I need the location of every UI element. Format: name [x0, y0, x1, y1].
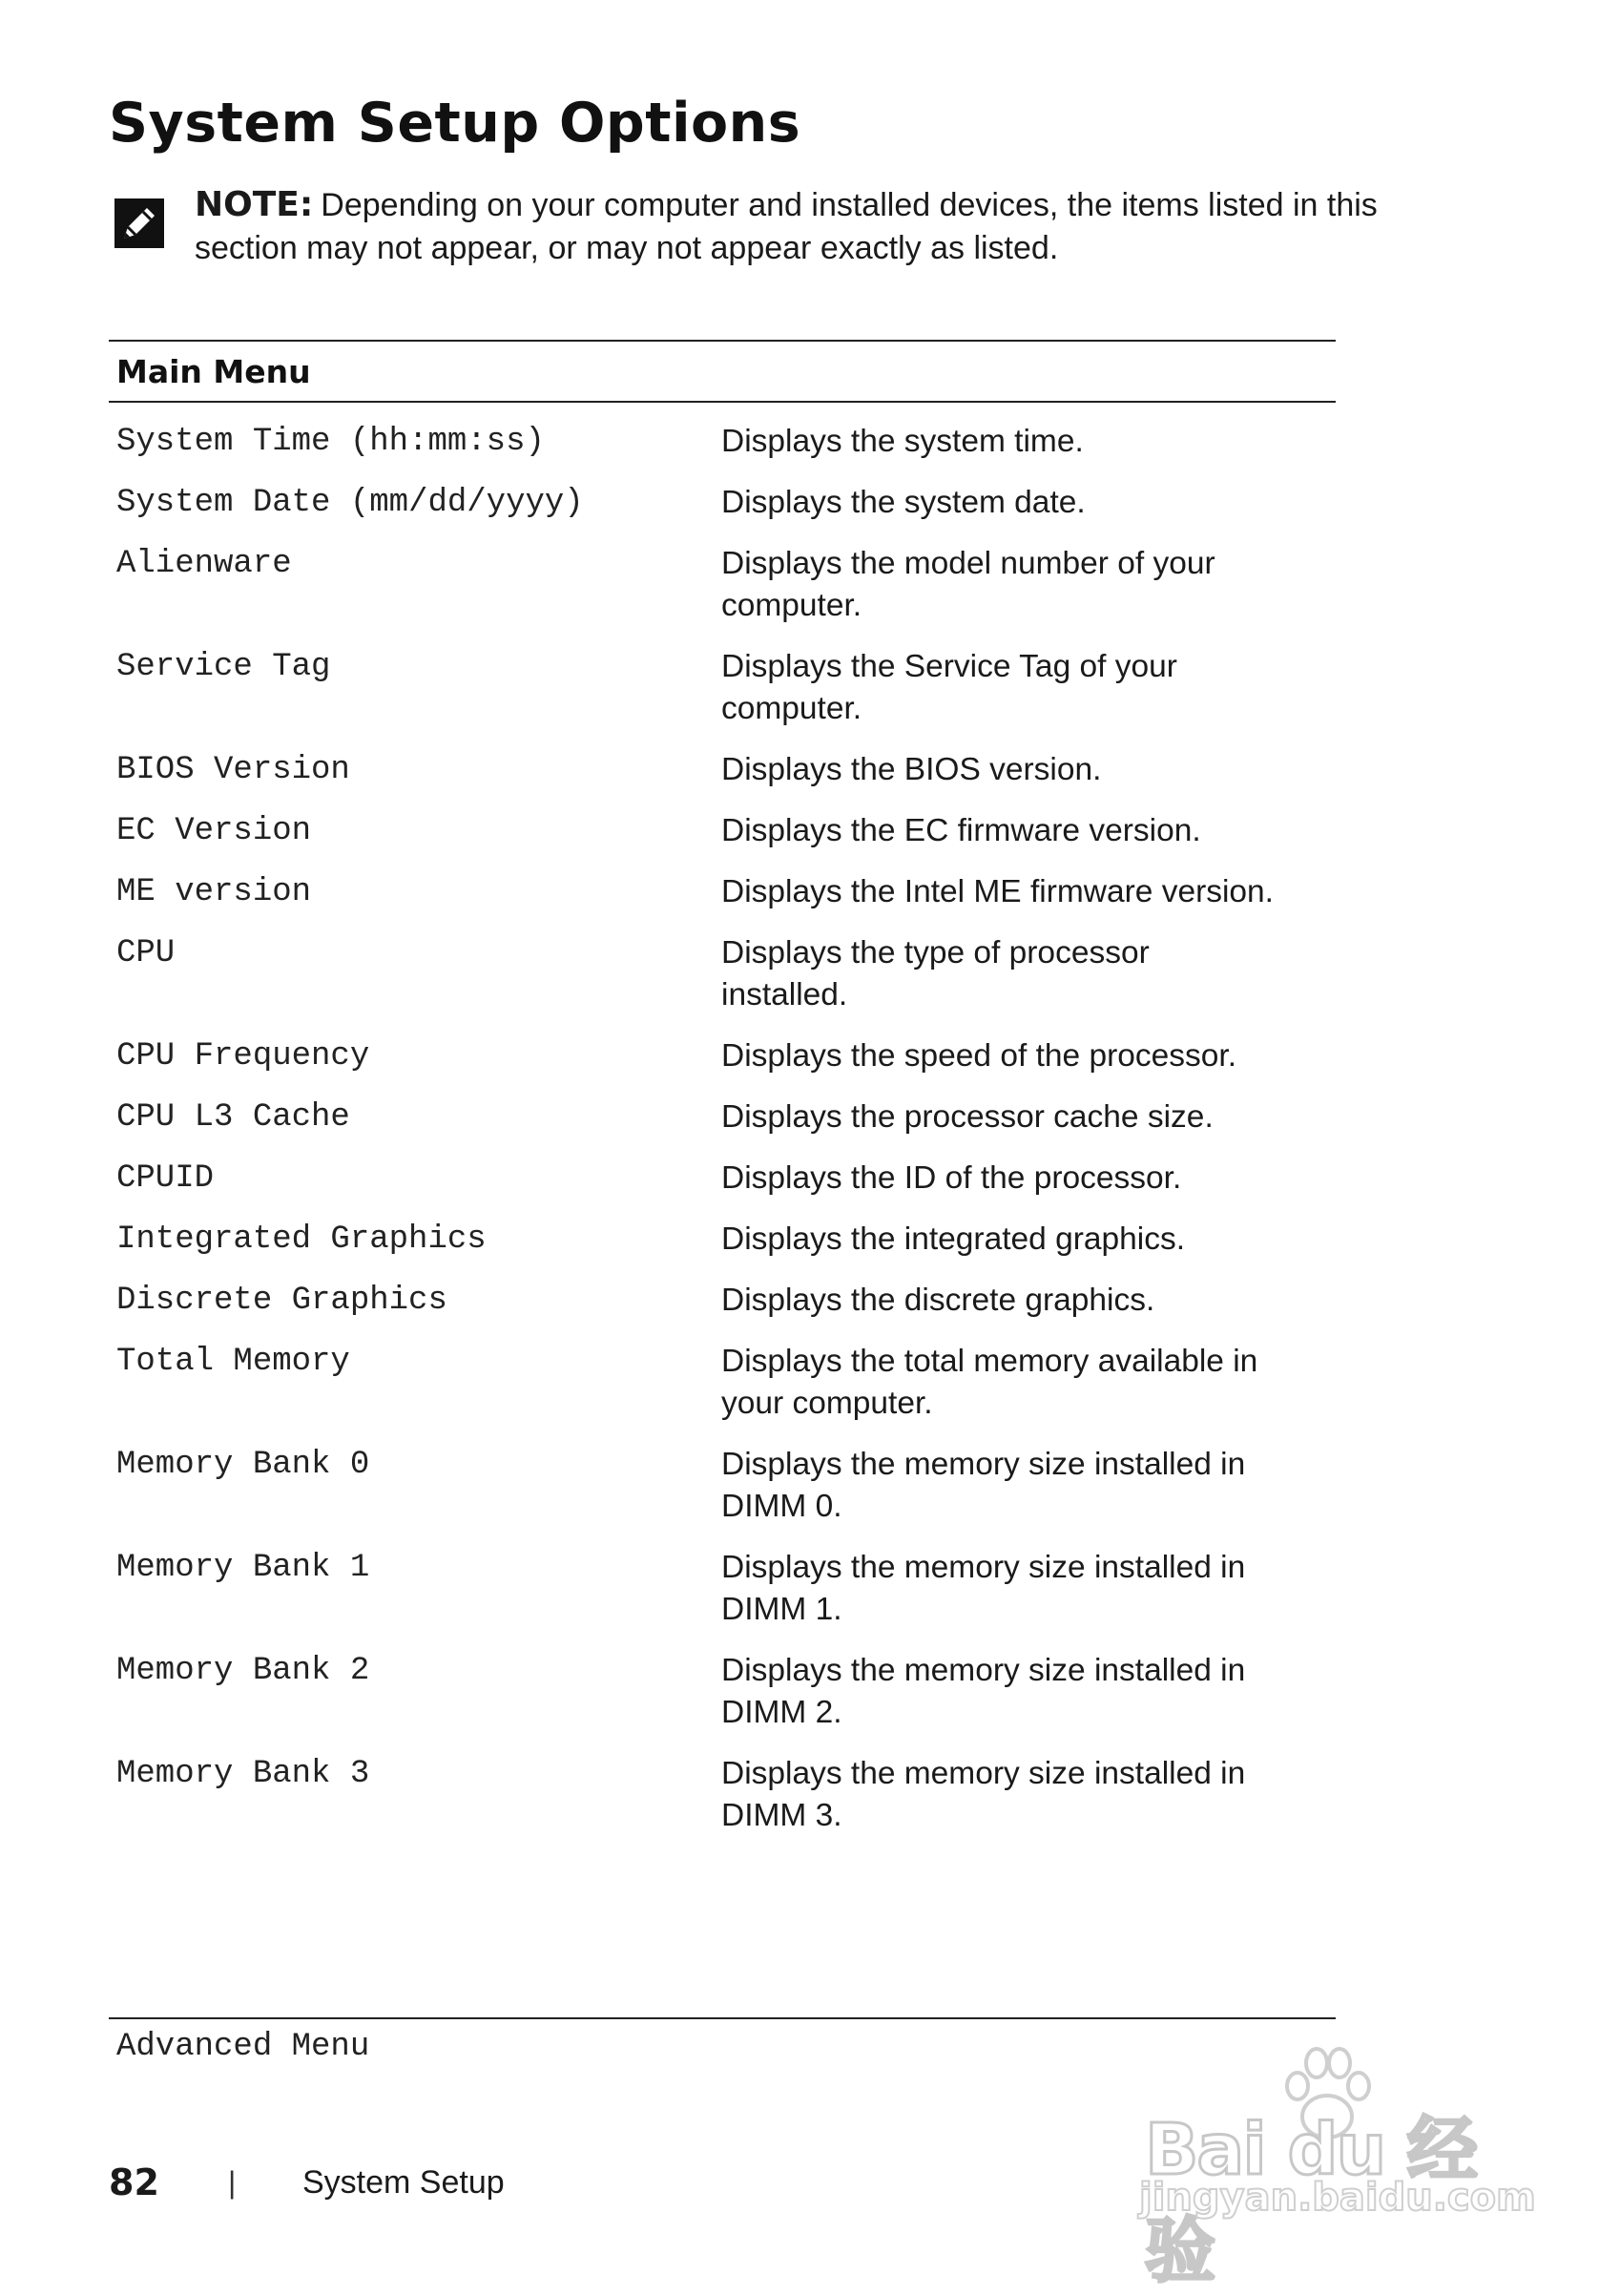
table-row [109, 920, 1336, 1023]
option-name: CPU Frequency [116, 1038, 370, 1075]
table-row [109, 1267, 1336, 1328]
note-label: NOTE: [195, 185, 314, 224]
note-pencil-icon [114, 198, 164, 248]
option-description: Displays the model number of your computer. [721, 546, 1215, 623]
option-name: CPU [116, 935, 176, 971]
table-row [109, 1431, 1336, 1534]
option-description: Displays the memory size installed in DIMM 0. [721, 1447, 1246, 1524]
page-number: 82 [109, 2161, 159, 2203]
option-name: Memory Bank 1 [116, 1550, 370, 1586]
option-name: Memory Bank 2 [116, 1653, 370, 1689]
main-menu-rows [109, 408, 1336, 1844]
option-name: Memory Bank 0 [116, 1447, 370, 1483]
watermark-brand: Bai du 经验 [1145, 2109, 1476, 2292]
option-name: Memory Bank 3 [116, 1756, 370, 1792]
table-row [109, 1084, 1336, 1145]
option-name: System Date (mm/dd/yyyy) [116, 485, 584, 521]
table-row [109, 470, 1336, 531]
option-description: Displays the Intel ME firmware version. [721, 874, 1274, 909]
option-name: Alienware [116, 546, 292, 582]
page-title: System Setup Options [109, 92, 801, 155]
note-text-line1: Depending on your computer and installed devices, the items listed in this [321, 187, 1378, 223]
table-row [109, 1023, 1336, 1084]
option-name: Total Memory [116, 1344, 350, 1380]
option-description: Displays the memory size installed in DIMM 1. [721, 1550, 1246, 1627]
option-description: Displays the total memory available in your computer. [721, 1344, 1258, 1421]
note-text-line2: section may not appear, or may not appear exactly as listed. [195, 230, 1059, 266]
option-name: CPUID [116, 1160, 215, 1197]
option-description: Displays the processor cache size. [721, 1099, 1214, 1135]
option-description: Displays the Service Tag of your computer. [721, 649, 1177, 726]
option-description: Displays the speed of the processor. [721, 1038, 1237, 1074]
option-name: ME version [116, 874, 312, 910]
table-row [109, 737, 1336, 798]
note-text [195, 183, 1597, 270]
table-row [109, 798, 1336, 859]
table-row [109, 1638, 1336, 1741]
option-description: Displays the memory size installed in DIMM 3. [721, 1756, 1246, 1833]
option-description: Displays the EC firmware version. [721, 813, 1201, 848]
option-description: Displays the type of processor installed. [721, 935, 1150, 1012]
table-row [109, 1145, 1336, 1206]
option-name: BIOS Version [116, 752, 350, 788]
page-footer [109, 2159, 505, 2206]
footer-section-title: System Setup [302, 2163, 505, 2201]
option-description: Displays the memory size installed in DIMM 2. [721, 1653, 1246, 1730]
option-name: Integrated Graphics [116, 1221, 487, 1258]
option-description: Displays the discrete graphics. [721, 1283, 1155, 1318]
option-name: System Time (hh:mm:ss) [116, 424, 545, 460]
option-name: EC Version [116, 813, 312, 849]
table-row [109, 408, 1336, 470]
watermark-url: jingyan.baidu.com [1139, 2176, 1536, 2220]
main-menu-header: Main Menu [109, 340, 1336, 403]
table-row [109, 531, 1336, 634]
table-row [109, 1534, 1336, 1638]
baidu-watermark [1135, 2042, 1536, 2292]
table-row [109, 1741, 1336, 1844]
option-description: Displays the integrated graphics. [721, 1221, 1186, 1257]
table-row [109, 1328, 1336, 1431]
advanced-menu-header: Advanced Menu [109, 2017, 1336, 2065]
option-description: Displays the system date. [721, 485, 1086, 520]
table-row [109, 859, 1336, 920]
option-name: Discrete Graphics [116, 1283, 447, 1319]
option-description: Displays the ID of the processor. [721, 1160, 1182, 1196]
option-name: CPU L3 Cache [116, 1099, 350, 1136]
main-menu-table [109, 340, 1336, 1844]
option-description: Displays the BIOS version. [721, 752, 1102, 787]
table-row [109, 1206, 1336, 1267]
option-name: Service Tag [116, 649, 331, 685]
footer-separator: | [228, 2164, 237, 2200]
table-row [109, 634, 1336, 737]
option-description: Displays the system time. [721, 424, 1084, 459]
